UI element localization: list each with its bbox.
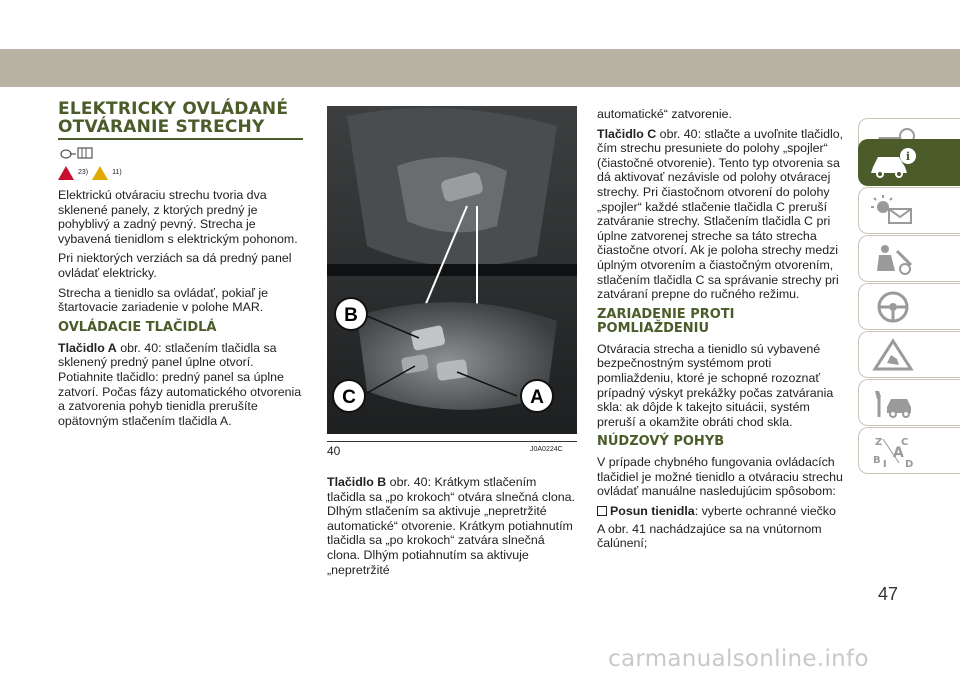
title-underline bbox=[58, 138, 303, 140]
figure-40-image bbox=[327, 106, 577, 434]
section-title-line2: OTVÁRANIE STRECHY bbox=[58, 117, 265, 137]
tab-warning-lights[interactable] bbox=[858, 187, 960, 234]
paragraph-button-a bbox=[58, 341, 303, 429]
column-1 bbox=[58, 100, 303, 433]
wrench-car-icon bbox=[869, 385, 917, 421]
paragraph: Otváracia strecha a tienidlo sú vybavené bezpečnostným systémom proti pomliaždeniu, ktoré je schopné rozoznať prípadný výskyt prekážky počas zatvárania skla: ak dôjde k takejto situácii, systém preruší a okamžite obráti chod skla. bbox=[597, 341, 834, 429]
top-band bbox=[0, 0, 960, 48]
tab-safety[interactable] bbox=[858, 235, 960, 282]
paragraph: Pri niektorých verziách sa dá predný panel ovládať elektricky. bbox=[58, 251, 292, 280]
svg-text:C: C bbox=[901, 436, 909, 448]
warning-triangle-icon bbox=[869, 337, 917, 373]
subheading-anti-pinch: ZARIADENIE PROTI POMLIAŽDENIU bbox=[597, 306, 735, 336]
car-info-icon bbox=[869, 145, 917, 181]
index-icon bbox=[869, 433, 917, 469]
button-c-text: obr. 40: stlačte a uvoľnite tlačidlo, čím strechu presuniete do polohy „spojler“ (čiastočné otvorenie). Tento typ otvorenia sa dá aktivovať nezávisle od polohy otváracej strechy. Pri čiastočnom otvorení do polohy „spojler“ každé stlačenie tlačidla C preruší zatváranie strechy. Stlačením tlačidla C pri úplne zatvorenej streche sa táto strecha čiastočne otvorí. Ak je poloha strechy medzi úplným otvorením a čiastočným otvorením, stlačením tlačidla C sa správanie strechy pri zatváraní prepne do ručného režimu. bbox=[597, 126, 844, 302]
roof-key-icon bbox=[58, 146, 96, 160]
svg-text:i: i bbox=[905, 149, 911, 163]
column-2 bbox=[327, 475, 577, 582]
paragraph: V prípade chybného fungovania ovládacích tlačidiel je možné tienidlo a otváraciu strechu ovládať manuálne nasledujúcim spôsobom: bbox=[597, 455, 843, 499]
svg-text:B: B bbox=[873, 454, 881, 466]
svg-text:A: A bbox=[893, 444, 904, 461]
button-c-label: Tlačidlo C bbox=[597, 126, 657, 141]
checkbox-icon bbox=[597, 506, 607, 516]
step-item bbox=[597, 504, 849, 519]
paragraph: Elektrickú otváraciu strechu tvoria dva sklenené panely, z ktorých predný je pohyblivý a zadný pevný. Strecha je vybavená tienidlom s elektrickým pohonom. bbox=[58, 188, 298, 246]
svg-text:D: D bbox=[905, 458, 914, 469]
paragraph-button-b bbox=[327, 475, 577, 577]
header-stripe bbox=[0, 49, 960, 87]
steering-wheel-icon bbox=[869, 289, 917, 325]
column-3 bbox=[597, 107, 849, 556]
figure-label-c: C bbox=[342, 387, 356, 408]
subheading-emergency: NÚDZOVÝ POHYB bbox=[597, 434, 725, 450]
danger-icon bbox=[58, 166, 74, 180]
watermark: carmanualsonline.info bbox=[608, 646, 869, 672]
button-a-text: obr. 40: stlačením tlačidla sa sklenený predný panel úplne otvorí. Potiahnite tlačidlo: predný panel sa úplne zatvorí. Počas fázy automatického otvorenia a zatvorenia pohyb tienidla prerušíte opätovným stlačením tlačidla A. bbox=[58, 340, 302, 428]
button-b-label: Tlačidlo B bbox=[327, 475, 387, 489]
tab-driving[interactable] bbox=[858, 283, 960, 330]
chapter-tabs bbox=[858, 95, 960, 587]
svg-text:Z: Z bbox=[875, 436, 883, 448]
figure-code: J0A0224C bbox=[530, 446, 563, 453]
figure-caption-rule bbox=[327, 441, 577, 442]
tab-car-info[interactable] bbox=[858, 139, 960, 186]
paragraph-button-c bbox=[597, 127, 849, 302]
warning-lights-icon bbox=[869, 193, 917, 229]
safety-icon bbox=[869, 241, 917, 277]
step-label: Posun tienidla bbox=[610, 504, 695, 519]
tab-index[interactable] bbox=[858, 427, 960, 474]
step-text: : vyberte ochranné viečko bbox=[694, 504, 836, 519]
tab-emergency[interactable] bbox=[858, 331, 960, 378]
paragraph: Strecha a tienidlo sa ovládať, pokiaľ je štartovacie zariadenie v polohe MAR. bbox=[58, 285, 269, 315]
subheading-controls: OVLÁDACIE TLAČIDLÁ bbox=[58, 319, 217, 335]
button-a-label: Tlačidlo A bbox=[58, 340, 117, 355]
tab-maintenance[interactable] bbox=[858, 379, 960, 426]
caution-icon bbox=[92, 166, 108, 180]
figure-label-a: A bbox=[530, 387, 544, 408]
button-b-text: obr. 40: Krátkym stlačením tlačidla sa „po krokoch“ otvára slnečná clona. Dlhým stlačením sa aktivuje „nepretržité automatické“ otvorenie. Krátkym potiahnutím tlačidla sa „po krokoch“ zatvára slnečná clona. Dlhým potiahnutím sa aktivuje „nepretržité bbox=[327, 475, 575, 577]
figure-number: 40 bbox=[327, 444, 341, 458]
svg-text:I: I bbox=[883, 458, 887, 469]
section-title-line1: ELEKTRICKY OVLÁDANÉ bbox=[58, 99, 289, 119]
warn-ref-1: 23) bbox=[78, 168, 89, 176]
warning-references bbox=[58, 164, 303, 182]
paragraph: A obr. 41 nachádzajúce sa na vnútornom čalúnení; bbox=[597, 521, 822, 551]
warn-ref-2: 11) bbox=[112, 168, 122, 176]
page-number: 47 bbox=[878, 584, 899, 604]
paragraph: automatické“ zatvorenie. bbox=[597, 107, 732, 121]
figure-label-b: B bbox=[344, 305, 358, 326]
